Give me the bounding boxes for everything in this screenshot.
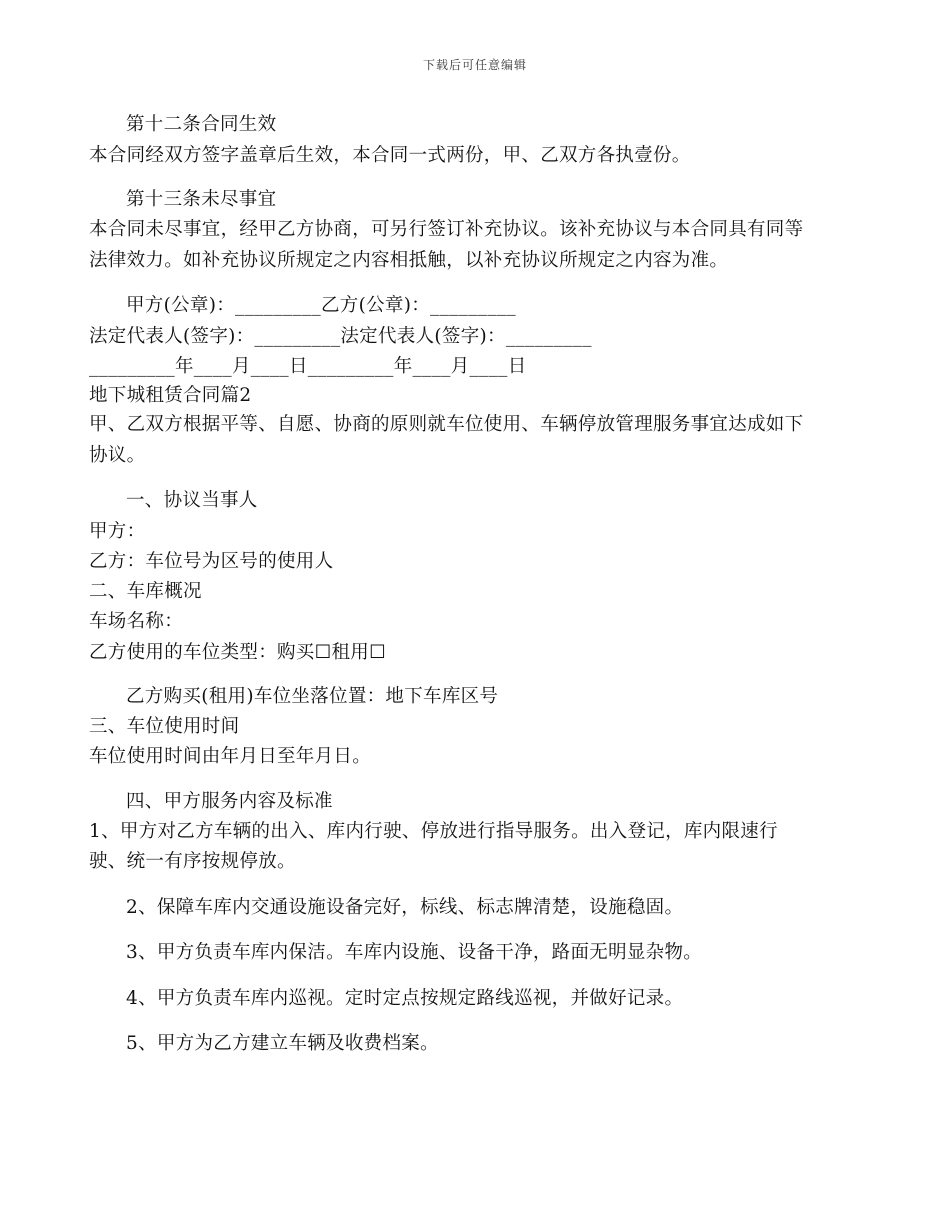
party-seal-line: 甲方(公章)：_________乙方(公章)：_________ bbox=[126, 295, 516, 316]
article-13-body-line-1: 本合同未尽事宜，经甲乙方协商，可另行签订补充协议。该补充协议与本合同具有同等 bbox=[89, 219, 804, 240]
parking-name-line: 车场名称： bbox=[89, 611, 184, 632]
service-item-2: 2、保障车库内交通设施设备完好，标线、标志牌清楚，设施稳固。 bbox=[126, 897, 684, 918]
clause-1-heading: 一、协议当事人 bbox=[126, 490, 258, 511]
usage-period-line: 车位使用时间由年月日至年月日。 bbox=[89, 746, 372, 767]
service-item-4: 4、甲方负责车库内巡视。定时定点按规定路线巡视，并做好记录。 bbox=[126, 988, 684, 1009]
clause-3-heading: 三、车位使用时间 bbox=[89, 716, 240, 737]
service-item-1-line-1: 1、甲方对乙方车辆的出入、库内行驶、停放进行指导服务。出入登记，库内限速行 bbox=[89, 821, 778, 842]
preamble-line-2: 协议。 bbox=[89, 445, 146, 466]
service-item-3: 3、甲方负责车库内保洁。车库内设施、设备干净，路面无明显杂物。 bbox=[126, 942, 703, 963]
section-title: 地下城租赁合同篇2 bbox=[89, 385, 252, 406]
service-item-1-line-2: 驶、统一有序按规停放。 bbox=[89, 851, 296, 872]
preamble-line-1: 甲、乙双方根据平等、自愿、协商的原则就车位使用、车辆停放管理服务事宜达成如下 bbox=[89, 414, 804, 435]
article-13-body-line-2: 法律效力。如补充协议所规定之内容相抵触，以补充协议所规定之内容为准。 bbox=[89, 250, 729, 271]
space-type-line: 乙方使用的车位类型：购买☐租用☐ bbox=[89, 642, 386, 663]
service-item-5: 5、甲方为乙方建立车辆及收费档案。 bbox=[126, 1033, 439, 1054]
party-a-line: 甲方： bbox=[89, 521, 146, 542]
article-12-body: 本合同经双方签字盖章后生效，本合同一式两份，甲、乙双方各执壹份。 bbox=[89, 145, 691, 166]
party-b-line: 乙方：车位号为区号的使用人 bbox=[89, 551, 334, 572]
clause-2-heading: 二、车库概况 bbox=[89, 581, 202, 602]
date-line: _________年____月____日_________年____月____日 bbox=[89, 356, 527, 377]
article-12-heading: 第十二条合同生效 bbox=[126, 114, 277, 135]
article-13-heading: 第十三条未尽事宜 bbox=[126, 189, 277, 210]
page-header: 下载后可任意编辑 bbox=[422, 58, 527, 72]
legal-rep-signature-line: 法定代表人(签字)：_________法定代表人(签字)：_________ bbox=[89, 326, 592, 347]
space-location-line: 乙方购买(租用)车位坐落位置：地下车库区号 bbox=[126, 686, 499, 707]
clause-4-heading: 四、甲方服务内容及标准 bbox=[126, 791, 333, 812]
